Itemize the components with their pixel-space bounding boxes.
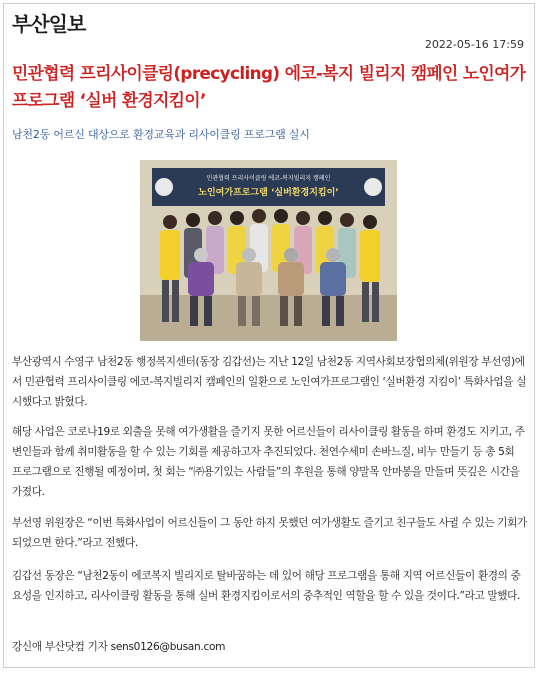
article-paragraph: 부산광역시 수영구 남천2동 행정복지센터(동장 김갑선)는 지난 12일 남천2동 지역사회보장협의체(위원장 부선영)에서 민관협력 프리사이클링 에코-복지빌리지 캠페인의 일환으로 노인여가프로그램인 ‘실버환경 지킴이’ 특화사업을 실시했다고 밝혔다. (12, 356, 527, 408)
article-paragraph: 김갑선 동장은 “남천2동이 에코복지 빌리지로 탈바꿈하는 데 있어 해당 프로그램을 통해 지역 어르신들이 환경의 중요성을 인지하고, 리사이클링 활동을 통해 실버 환경지킴이로서의 중추적인 역할을 할 수 있을 것이다.”라고 말했다. (12, 570, 521, 602)
group-photo (140, 160, 397, 341)
site-logo[interactable]: 부산일보 (12, 12, 86, 36)
article-subtitle: 남천2동 어르신 대상으로 환경교육과 리사이클링 프로그램 실시 (12, 128, 310, 141)
article-paragraph: 부선영 위원장은 “이번 특화사업이 어르신들이 그 동안 하지 못했던 여가생활도 즐기고 친구들도 사귈 수 있는 기회가 되었으면 한다.”라고 전했다. (12, 517, 527, 549)
banner-line-1: 민관협력 프리사이클링 에코-복지빌리지 캠페인 (206, 175, 331, 182)
byline: 강신애 부산닷컴 기자 sens0126@busan.com (12, 641, 226, 653)
banner-line-2: 노인여가프로그램 ‘실버환경지킴이’ (198, 188, 339, 198)
publish-date: 2022-05-16 17:59 (424, 38, 524, 51)
article-title: 민관협력 프리사이클링(precycling) 에코-복지 빌리지 캠페인 노인여가프로그램 ‘실버 환경지킴이’ (12, 63, 526, 110)
article-paragraph: 해당 사업은 코로나19로 외출을 못해 여가생활을 즐기지 못한 어르신들이 리사이클링 활동을 하며 환경도 지키고, 주변인들과 함께 취미활동을 할 수 있는 기회를 제공하고자 추진되었다. 천연수세미 손바느질, 비누 만들기 등 총 5회 프로그램으로 진행될 예정이며, 첫 회는 “㈜용기있는 사람들”의 후원을 통해 양말목 안마봉을 만들며 뜻깊은 시간을 가졌다. (12, 426, 525, 498)
